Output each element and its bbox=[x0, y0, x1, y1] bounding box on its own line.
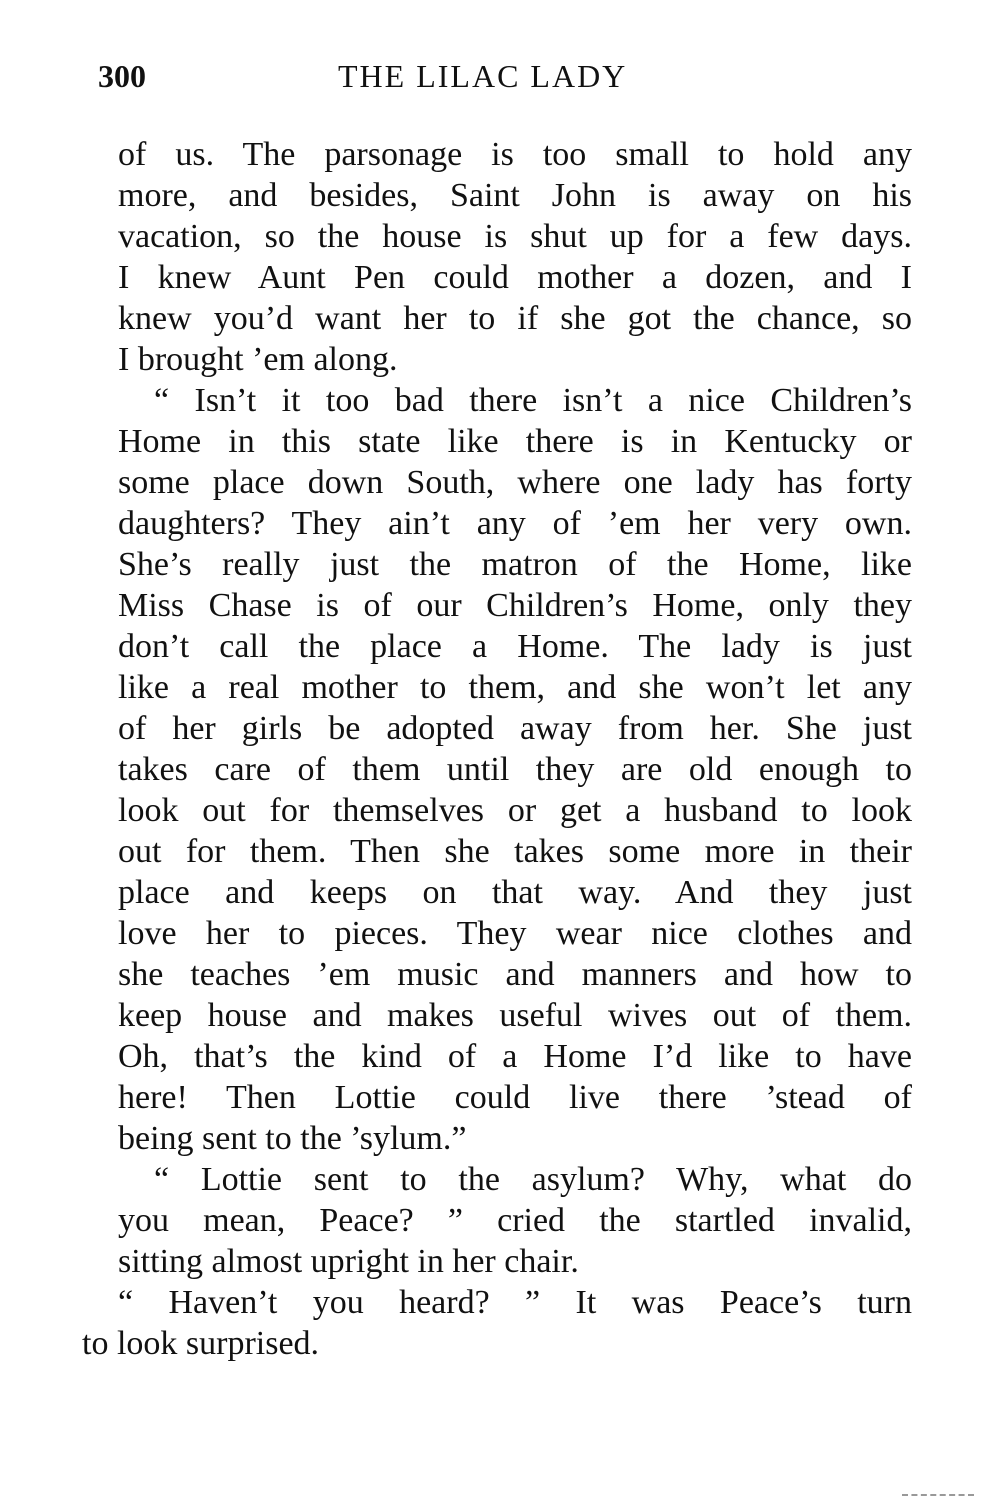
body-text bbox=[82, 134, 912, 1364]
text-line: here! Then Lottie could live there ’stead of bbox=[118, 1079, 912, 1116]
text-line: Oh, that’s the kind of a Home I’d like to have bbox=[118, 1038, 912, 1075]
paragraph bbox=[82, 1282, 912, 1364]
text-line: I brought ’em along. bbox=[118, 341, 398, 378]
text-line: to look surprised. bbox=[82, 1325, 320, 1362]
text-line: “ Haven’t you heard? ” It was Peace’s turn bbox=[118, 1284, 912, 1321]
text-line: love her to pieces. They wear nice clothes and bbox=[118, 915, 912, 952]
text-line: I knew Aunt Pen could mother a dozen, and I bbox=[118, 259, 912, 296]
text-line: daughters? They ain’t any of ’em her very own. bbox=[118, 505, 912, 542]
page-corner-mark bbox=[902, 1494, 974, 1498]
text-line: more, and besides, Saint John is away on his bbox=[118, 177, 912, 214]
text-line: takes care of them until they are old enough to bbox=[118, 751, 912, 788]
text-line: place and keeps on that way. And they just bbox=[118, 874, 912, 911]
text-line: you mean, Peace? ” cried the startled invalid, bbox=[118, 1202, 912, 1239]
text-line: of her girls be adopted away from her. She just bbox=[118, 710, 912, 747]
text-line: like a real mother to them, and she won’t let any bbox=[118, 669, 912, 706]
text-line: of us. The parsonage is too small to hold any bbox=[118, 136, 912, 173]
paragraph bbox=[82, 1159, 912, 1282]
text-line: She’s really just the matron of the Home, like bbox=[118, 546, 912, 583]
running-head: THE LILAC LADY bbox=[338, 58, 628, 94]
text-line: some place down South, where one lady has forty bbox=[118, 464, 912, 501]
text-line: “ Isn’t it too bad there isn’t a nice Children’s bbox=[154, 382, 912, 419]
text-line: don’t call the place a Home. The lady is just bbox=[118, 628, 912, 665]
text-line: “ Lottie sent to the asylum? Why, what do bbox=[154, 1161, 912, 1198]
text-line: vacation, so the house is shut up for a few days. bbox=[118, 218, 912, 255]
text-line: keep house and makes useful wives out of them. bbox=[118, 997, 912, 1034]
text-line: sitting almost upright in her chair. bbox=[118, 1243, 579, 1280]
paragraph bbox=[82, 380, 912, 1159]
paragraph bbox=[82, 134, 912, 380]
text-line: Miss Chase is of our Children’s Home, only they bbox=[118, 587, 912, 624]
text-line: she teaches ’em music and manners and how to bbox=[118, 956, 912, 993]
text-line: knew you’d want her to if she got the chance, so bbox=[118, 300, 912, 337]
page-number: 300 bbox=[98, 58, 146, 94]
text-line: out for them. Then she takes some more in their bbox=[118, 833, 912, 870]
text-line: Home in this state like there is in Kentucky or bbox=[118, 423, 912, 460]
text-line: being sent to the ’sylum.” bbox=[118, 1120, 467, 1157]
text-line: look out for themselves or get a husband to look bbox=[118, 792, 912, 829]
